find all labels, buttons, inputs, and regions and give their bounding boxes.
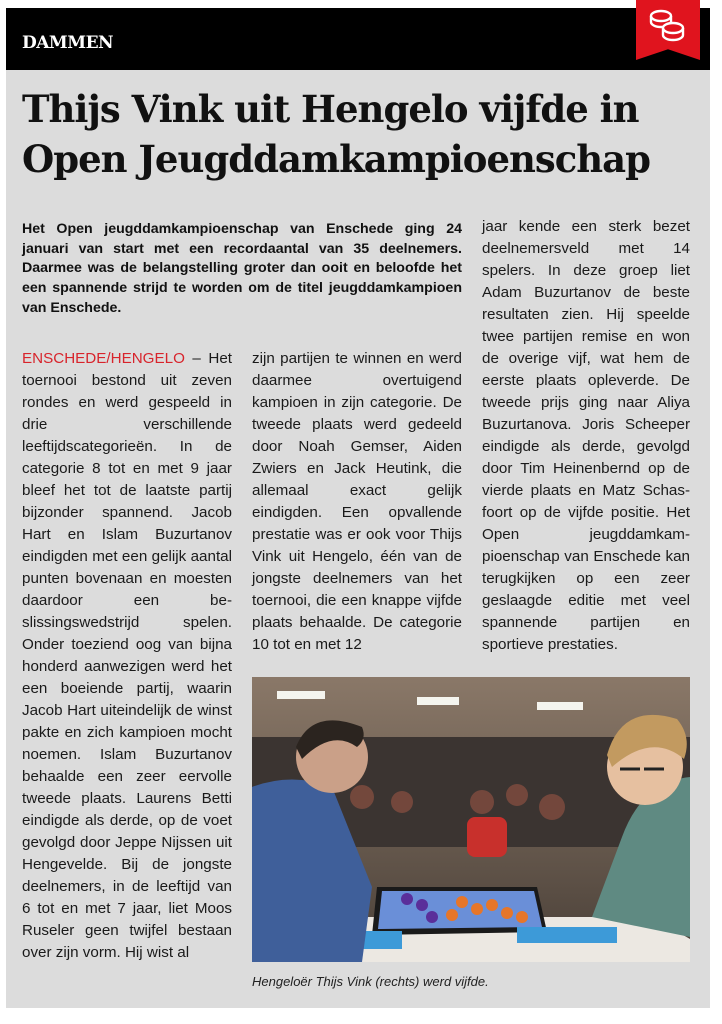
headline-regular-2: Open Jeugddamkampioenschap <box>22 137 651 181</box>
article-headline <box>22 84 702 184</box>
body-column-1 <box>22 348 232 964</box>
body-text-1: Het toernooi bestond uit zeven rondes en werd gespeeld in drie verschillende leeftijdscategorieën. In de categorie 8 tot en met 9 jaar bleef het tot de laatste partij bijzonder spannend. Jacob Hart en Islam Buzurtanov eindigden met een gelijk aantal punten bovenaan en moesten daardoor een beslissingswedstrijd spelen. Onder toeziend oog van bijna honderd aanwezigen werd het een boeiende partij, waarin Jacob Hart uiteindelijk de winst pakte en zich kampioen mocht noemen. Islam Buzurtanov behaalde een zeer eervolle tweede plaats. Laurens Betti eindigde als derde, op de voet gevolgd door Jeppe Nijssen uit Hengevelde. Bij de jongste deelnemers, in de leeftijd van 6 tot en met 7 jaar, liet Moos Ruseler geen twijfel bestaan over zijn vorm. Hij wist al <box>22 350 232 961</box>
photo-illustration <box>252 677 690 962</box>
dateline-dash: – <box>184 350 209 367</box>
ceiling-light <box>417 697 459 705</box>
section-header-bar <box>6 8 710 70</box>
lead-paragraph: Het Open jeugddamkampioenschap van Enschede ging 24 januari van start met een recordaantal van 35 deelnemers. Daarmee was de belangstelling groter dan ooit en beloofde het een spannende strijd te worden om de titel jeugddamkampioen van Enschede. <box>22 221 462 316</box>
checkers-pieces-icon <box>648 7 688 45</box>
article-photo <box>252 677 690 962</box>
headline-regular-1: in <box>587 87 639 131</box>
ceiling-light <box>537 702 583 710</box>
body-column-3 <box>482 216 690 656</box>
ceiling-light <box>277 691 325 699</box>
photo-caption: Hengeloër Thijs Vink (rechts) werd vijfde. <box>252 974 489 989</box>
body-text-2: zijn partijen te winnen en werd daarmee overtuigend kampioen in zijn categorie. De tweede plaats werd gedeeld door Noah Gemser, Aiden Zwiers en Jack Heutink, die allemaal exact gelijk eindigden. Een opvallende prestatie was er ook voor Thijs Vink uit Hengelo, één van de jongste deelnemers van het toernooi, die een knappe vijfde plaats behaalde. De categorie 10 tot en met 12 <box>252 350 462 653</box>
headline-bold: Thijs Vink uit Hengelo vijfde <box>22 87 588 131</box>
body-column-2 <box>252 348 462 656</box>
section-label: DAMMEN <box>22 33 114 53</box>
body-text-3: jaar kende een sterk bezet deelnemersveld met 14 spelers. In deze groep liet Adam Buzurtanov de beste resultaten zien. Hij speelde twee partijen remise en won de overige vijf, wat hem de eerste plaats opleverde. De tweede prijs ging naar Aliya Buzurtanova. Joris Scheeper eindigde als derde, gevolgd door Tim Heinenbernd op de vierde plaats en Matz Schasfoort op de vijfde positie. Het Open jeugddamkampioenschap van Enschede kan terugkijken op een zeer geslaagde editie met veel spannende partijen en sportieve prestaties. <box>482 218 690 653</box>
dateline: ENSCHEDE/HENGELO <box>22 350 185 367</box>
